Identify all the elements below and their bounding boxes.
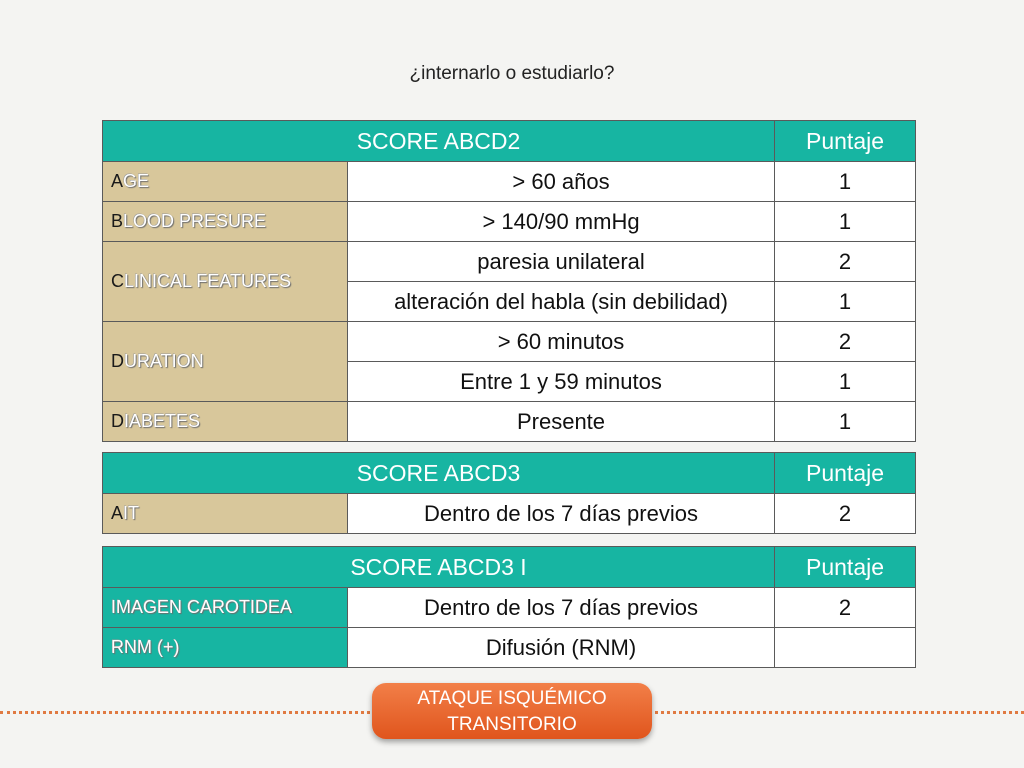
criterion-label-carotid-imaging: IMAGEN CAROTIDEA [103, 588, 348, 628]
table-row [103, 202, 916, 242]
criterion-value: Difusión (RNM) [348, 628, 775, 668]
abcd3i-title: SCORE ABCD3 I [103, 547, 775, 588]
tia-callout [372, 683, 652, 739]
points-value: 2 [775, 588, 916, 628]
abcd3i-header-row [103, 547, 916, 588]
criterion-label-ait: AIT [103, 494, 348, 534]
criterion-value: alteración del habla (sin debilidad) [348, 282, 775, 322]
criterion-value: > 60 minutos [348, 322, 775, 362]
question-heading: ¿internarlo o estudiarlo? [409, 63, 615, 84]
abcd3i-table [102, 546, 916, 668]
criterion-label-age: AGE [103, 162, 348, 202]
criterion-value: Dentro de los 7 días previos [348, 588, 775, 628]
abcd3i-points-header: Puntaje [775, 547, 916, 588]
criterion-label-blood-pressure: BLOOD PRESURE [103, 202, 348, 242]
criterion-value: Presente [348, 402, 775, 442]
points-value: 1 [775, 282, 916, 322]
table-row [103, 242, 916, 282]
table-row [103, 162, 916, 202]
table-row [103, 322, 916, 362]
criterion-label-duration: DURATION [103, 322, 348, 402]
abcd3-title: SCORE ABCD3 [103, 453, 775, 494]
abcd3-points-header: Puntaje [775, 453, 916, 494]
criterion-value: > 60 años [348, 162, 775, 202]
table-row [103, 628, 916, 668]
abcd2-table [102, 120, 916, 442]
abcd2-title: SCORE ABCD2 [103, 121, 775, 162]
abcd3-header-row [103, 453, 916, 494]
table-row [103, 494, 916, 534]
criterion-label-diabetes: DIABETES [103, 402, 348, 442]
tia-line-1: ATAQUE ISQUÉMICO [417, 688, 607, 709]
abcd2-points-header: Puntaje [775, 121, 916, 162]
points-value: 1 [775, 362, 916, 402]
criterion-value: > 140/90 mmHg [348, 202, 775, 242]
abcd3-table [102, 452, 916, 534]
points-value: 1 [775, 162, 916, 202]
tia-line-2: TRANSITORIO [447, 714, 577, 735]
points-value [775, 628, 916, 668]
criterion-value: paresia unilateral [348, 242, 775, 282]
points-value: 1 [775, 202, 916, 242]
criterion-value: Dentro de los 7 días previos [348, 494, 775, 534]
points-value: 2 [775, 494, 916, 534]
abcd2-header-row [103, 121, 916, 162]
points-value: 1 [775, 402, 916, 442]
table-row [103, 588, 916, 628]
points-value: 2 [775, 322, 916, 362]
criterion-value: Entre 1 y 59 minutos [348, 362, 775, 402]
criterion-label-clinical-features: CLINICAL FEATURES [103, 242, 348, 322]
table-row [103, 402, 916, 442]
criterion-label-mri: RNM (+) [103, 628, 348, 668]
points-value: 2 [775, 242, 916, 282]
